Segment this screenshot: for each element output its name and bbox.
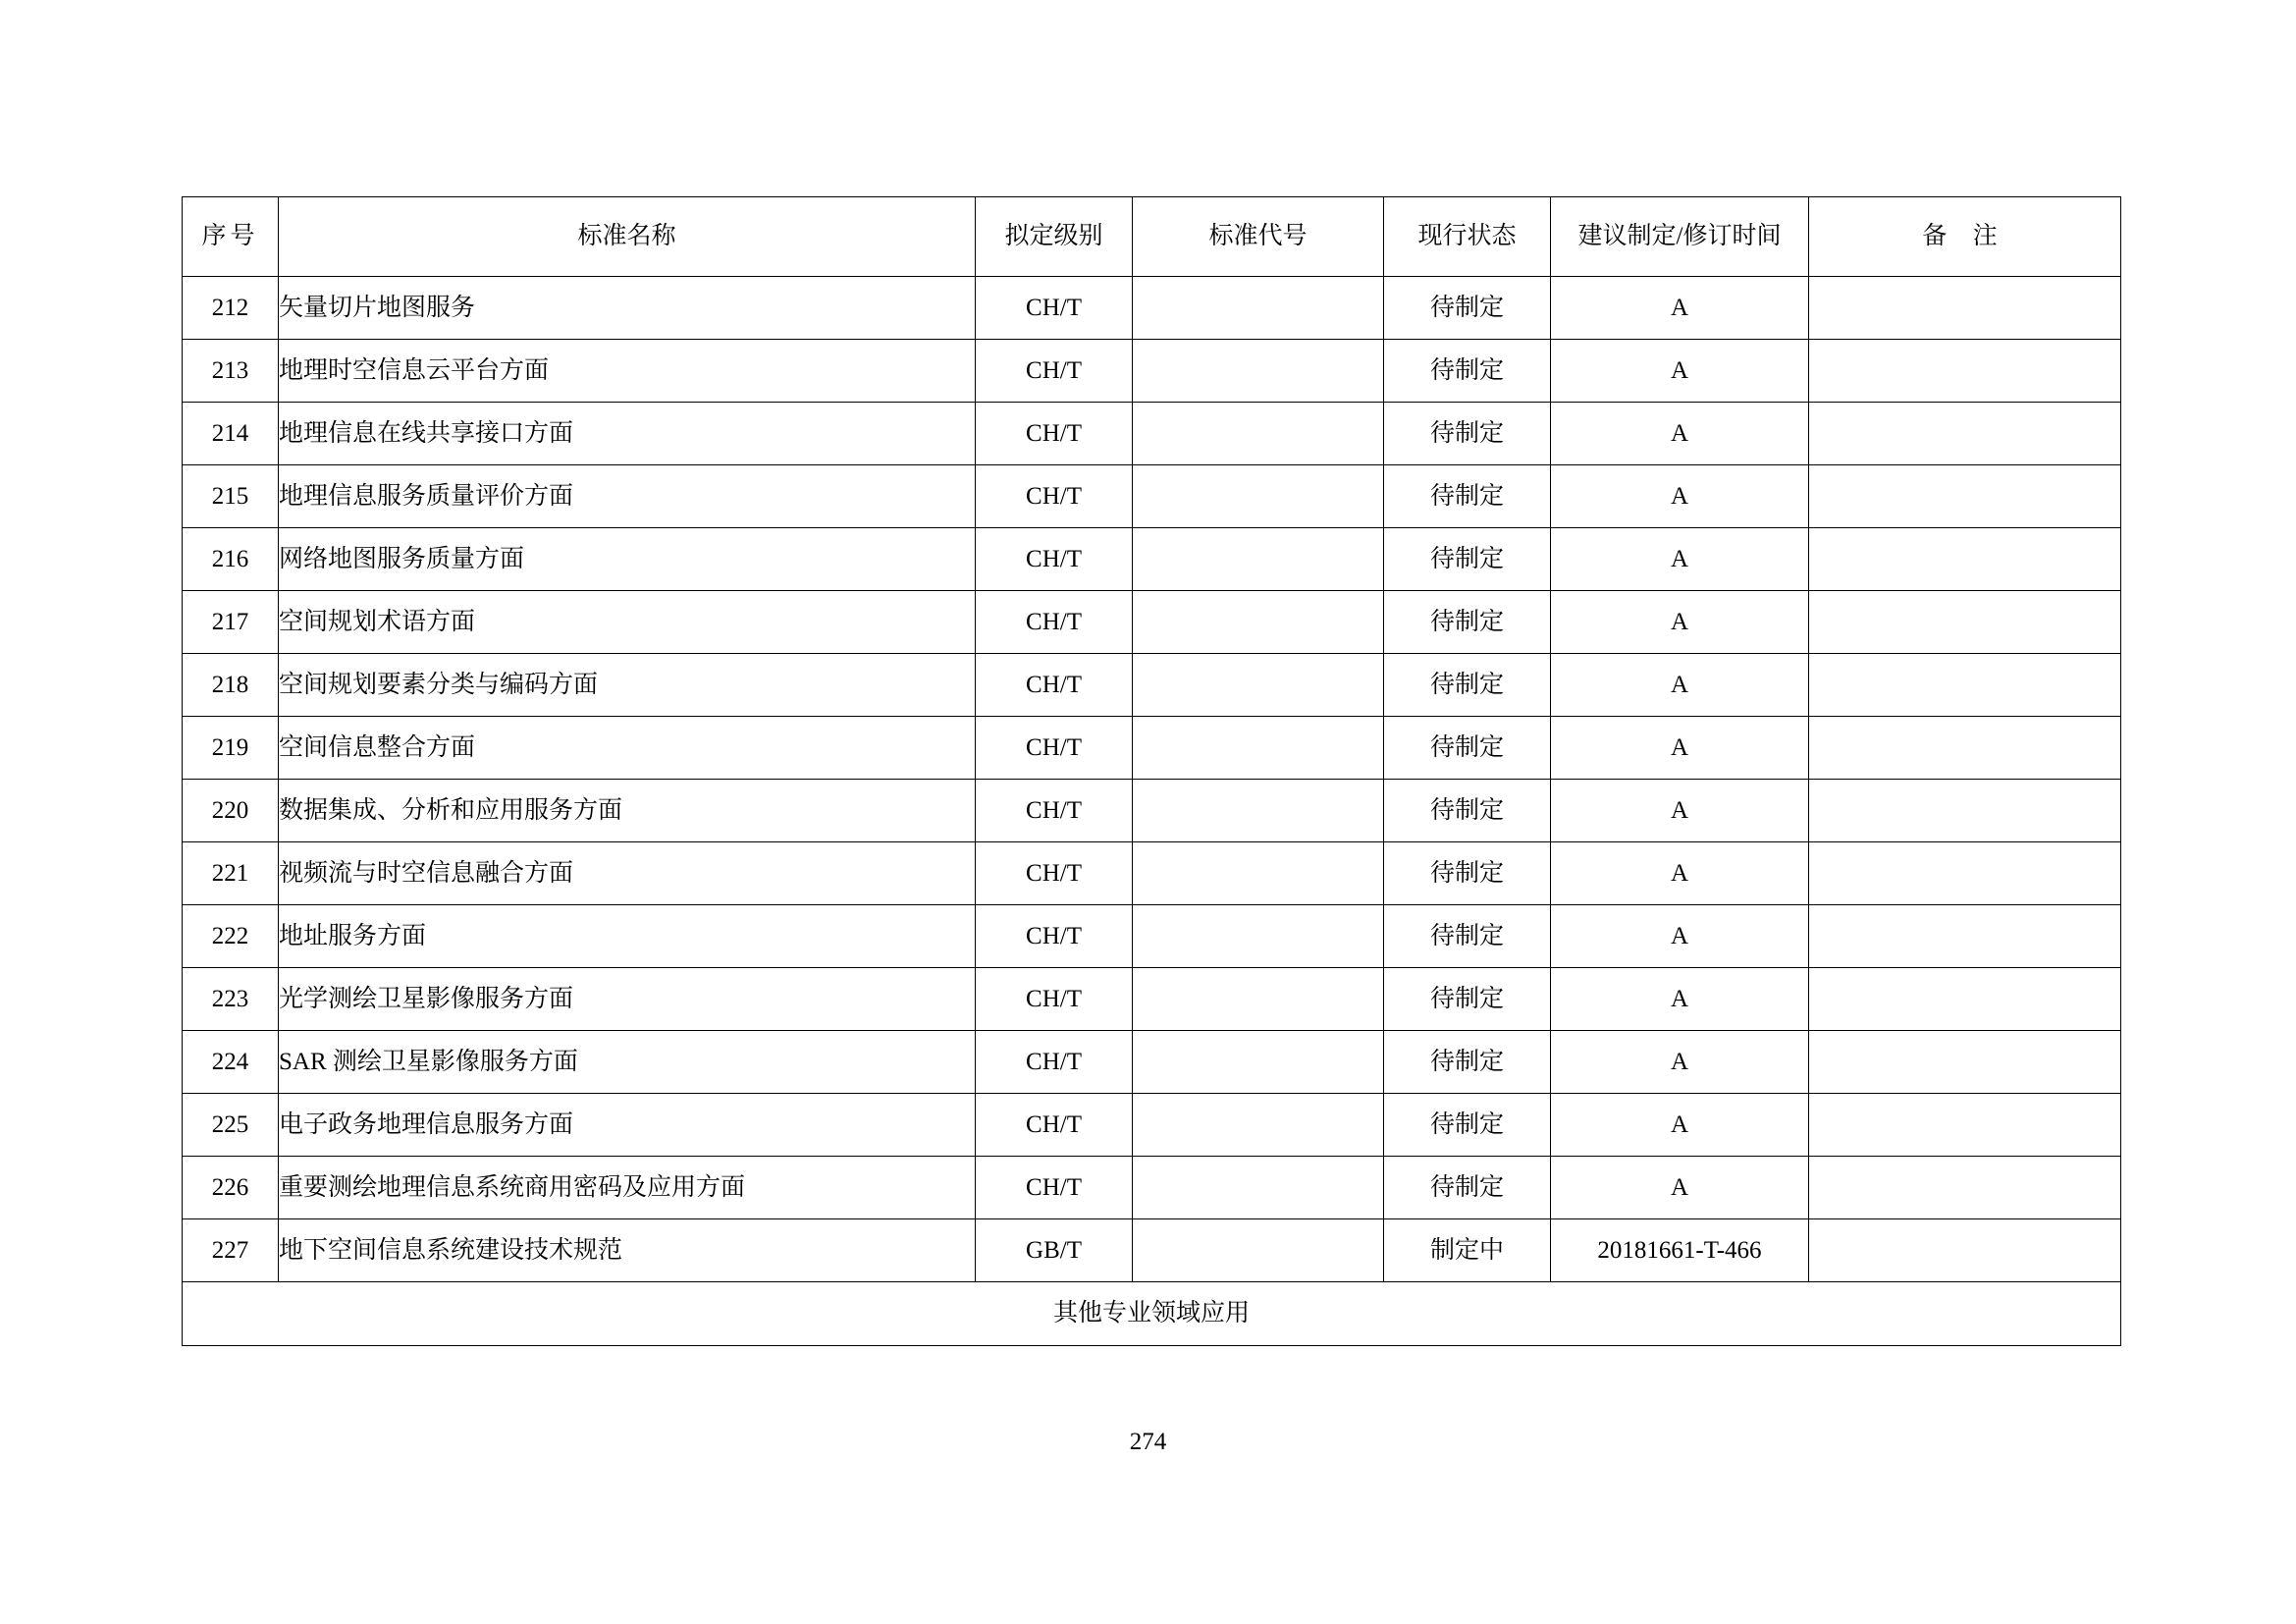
cell-seq: 224: [183, 1031, 279, 1094]
cell-level: CH/T: [976, 780, 1133, 842]
cell-name: 地理时空信息云平台方面: [279, 340, 976, 403]
table-row: [183, 780, 2121, 842]
cell-code: [1133, 465, 1384, 528]
cell-code: [1133, 528, 1384, 591]
cell-note: [1809, 780, 2121, 842]
cell-time: A: [1551, 968, 1809, 1031]
cell-note: [1809, 528, 2121, 591]
cell-code: [1133, 1031, 1384, 1094]
cell-name: 空间规划要素分类与编码方面: [279, 654, 976, 717]
cell-status: 待制定: [1384, 340, 1551, 403]
table-row: [183, 591, 2121, 654]
cell-note: [1809, 1219, 2121, 1282]
cell-seq: 219: [183, 717, 279, 780]
cell-seq: 227: [183, 1219, 279, 1282]
cell-note: [1809, 842, 2121, 905]
cell-status: 制定中: [1384, 1219, 1551, 1282]
cell-time: A: [1551, 1031, 1809, 1094]
cell-code: [1133, 842, 1384, 905]
cell-status: 待制定: [1384, 277, 1551, 340]
table-row: [183, 1219, 2121, 1282]
cell-name: 视频流与时空信息融合方面: [279, 842, 976, 905]
cell-time: A: [1551, 591, 1809, 654]
cell-status: 待制定: [1384, 842, 1551, 905]
standards-table: [182, 196, 2121, 1346]
table-row: [183, 1094, 2121, 1157]
cell-name: 电子政务地理信息服务方面: [279, 1094, 976, 1157]
page-number: 274: [1129, 1429, 1167, 1455]
cell-code: [1133, 1219, 1384, 1282]
cell-code: [1133, 968, 1384, 1031]
cell-time: A: [1551, 780, 1809, 842]
cell-note: [1809, 905, 2121, 968]
cell-seq: 215: [183, 465, 279, 528]
table-row: [183, 968, 2121, 1031]
column-header-seq: 序号: [183, 197, 279, 277]
table-row: [183, 277, 2121, 340]
cell-time: A: [1551, 277, 1809, 340]
cell-seq: 216: [183, 528, 279, 591]
table-row: [183, 717, 2121, 780]
standards-table-container: [182, 196, 2120, 1346]
cell-seq: 213: [183, 340, 279, 403]
cell-name: 网络地图服务质量方面: [279, 528, 976, 591]
column-header-name: 标准名称: [279, 197, 976, 277]
cell-seq: 214: [183, 403, 279, 465]
cell-time: A: [1551, 842, 1809, 905]
cell-name: 地址服务方面: [279, 905, 976, 968]
table-section-row: [183, 1282, 2121, 1346]
cell-name: 光学测绘卫星影像服务方面: [279, 968, 976, 1031]
cell-time: A: [1551, 528, 1809, 591]
cell-name: 空间规划术语方面: [279, 591, 976, 654]
table-body: [183, 277, 2121, 1346]
column-header-note: 备 注: [1809, 197, 2121, 277]
cell-time: A: [1551, 465, 1809, 528]
table-row: [183, 465, 2121, 528]
cell-code: [1133, 654, 1384, 717]
cell-name: SAR 测绘卫星影像服务方面: [279, 1031, 976, 1094]
cell-seq: 222: [183, 905, 279, 968]
cell-seq: 221: [183, 842, 279, 905]
cell-code: [1133, 717, 1384, 780]
cell-time: A: [1551, 1157, 1809, 1219]
cell-level: CH/T: [976, 654, 1133, 717]
cell-level: CH/T: [976, 968, 1133, 1031]
cell-note: [1809, 403, 2121, 465]
cell-level: CH/T: [976, 591, 1133, 654]
cell-seq: 212: [183, 277, 279, 340]
cell-code: [1133, 905, 1384, 968]
table-row: [183, 1157, 2121, 1219]
cell-name: 数据集成、分析和应用服务方面: [279, 780, 976, 842]
table-row: [183, 842, 2121, 905]
section-title: 其他专业领域应用: [183, 1282, 2121, 1346]
cell-status: 待制定: [1384, 465, 1551, 528]
cell-code: [1133, 780, 1384, 842]
cell-status: 待制定: [1384, 905, 1551, 968]
cell-seq: 225: [183, 1094, 279, 1157]
cell-seq: 223: [183, 968, 279, 1031]
column-header-level: 拟定级别: [976, 197, 1133, 277]
column-header-code: 标准代号: [1133, 197, 1384, 277]
cell-level: CH/T: [976, 842, 1133, 905]
table-row: [183, 528, 2121, 591]
table-header-row: [183, 197, 2121, 277]
cell-note: [1809, 654, 2121, 717]
column-header-time: 建议制定/修订时间: [1551, 197, 1809, 277]
cell-seq: 217: [183, 591, 279, 654]
cell-name: 地下空间信息系统建设技术规范: [279, 1219, 976, 1282]
table-row: [183, 403, 2121, 465]
cell-level: CH/T: [976, 277, 1133, 340]
cell-time: A: [1551, 717, 1809, 780]
cell-status: 待制定: [1384, 717, 1551, 780]
cell-status: 待制定: [1384, 1094, 1551, 1157]
cell-level: CH/T: [976, 1031, 1133, 1094]
cell-note: [1809, 1031, 2121, 1094]
column-header-status: 现行状态: [1384, 197, 1551, 277]
cell-note: [1809, 340, 2121, 403]
table-row: [183, 654, 2121, 717]
cell-note: [1809, 717, 2121, 780]
cell-time: A: [1551, 1094, 1809, 1157]
cell-note: [1809, 968, 2121, 1031]
cell-code: [1133, 1094, 1384, 1157]
cell-status: 待制定: [1384, 1157, 1551, 1219]
cell-time: A: [1551, 403, 1809, 465]
cell-code: [1133, 403, 1384, 465]
cell-status: 待制定: [1384, 1031, 1551, 1094]
cell-note: [1809, 277, 2121, 340]
cell-level: CH/T: [976, 905, 1133, 968]
cell-note: [1809, 1157, 2121, 1219]
cell-status: 待制定: [1384, 528, 1551, 591]
cell-name: 地理信息在线共享接口方面: [279, 403, 976, 465]
cell-status: 待制定: [1384, 591, 1551, 654]
table-row: [183, 1031, 2121, 1094]
cell-level: CH/T: [976, 403, 1133, 465]
cell-level: GB/T: [976, 1219, 1133, 1282]
cell-seq: 226: [183, 1157, 279, 1219]
table-header: [183, 197, 2121, 277]
cell-code: [1133, 1157, 1384, 1219]
cell-time: A: [1551, 654, 1809, 717]
cell-seq: 220: [183, 780, 279, 842]
cell-note: [1809, 465, 2121, 528]
cell-name: 重要测绘地理信息系统商用密码及应用方面: [279, 1157, 976, 1219]
cell-level: CH/T: [976, 340, 1133, 403]
cell-level: CH/T: [976, 528, 1133, 591]
cell-level: CH/T: [976, 1094, 1133, 1157]
cell-code: [1133, 591, 1384, 654]
cell-name: 矢量切片地图服务: [279, 277, 976, 340]
cell-note: [1809, 591, 2121, 654]
cell-status: 待制定: [1384, 968, 1551, 1031]
table-row: [183, 905, 2121, 968]
cell-code: [1133, 340, 1384, 403]
cell-code: [1133, 277, 1384, 340]
cell-time: A: [1551, 905, 1809, 968]
cell-status: 待制定: [1384, 403, 1551, 465]
cell-time: 20181661-T-466: [1551, 1219, 1809, 1282]
cell-level: CH/T: [976, 717, 1133, 780]
cell-name: 地理信息服务质量评价方面: [279, 465, 976, 528]
table-row: [183, 340, 2121, 403]
cell-time: A: [1551, 340, 1809, 403]
cell-status: 待制定: [1384, 780, 1551, 842]
cell-name: 空间信息整合方面: [279, 717, 976, 780]
cell-status: 待制定: [1384, 654, 1551, 717]
cell-note: [1809, 1094, 2121, 1157]
cell-level: CH/T: [976, 1157, 1133, 1219]
cell-level: CH/T: [976, 465, 1133, 528]
cell-seq: 218: [183, 654, 279, 717]
